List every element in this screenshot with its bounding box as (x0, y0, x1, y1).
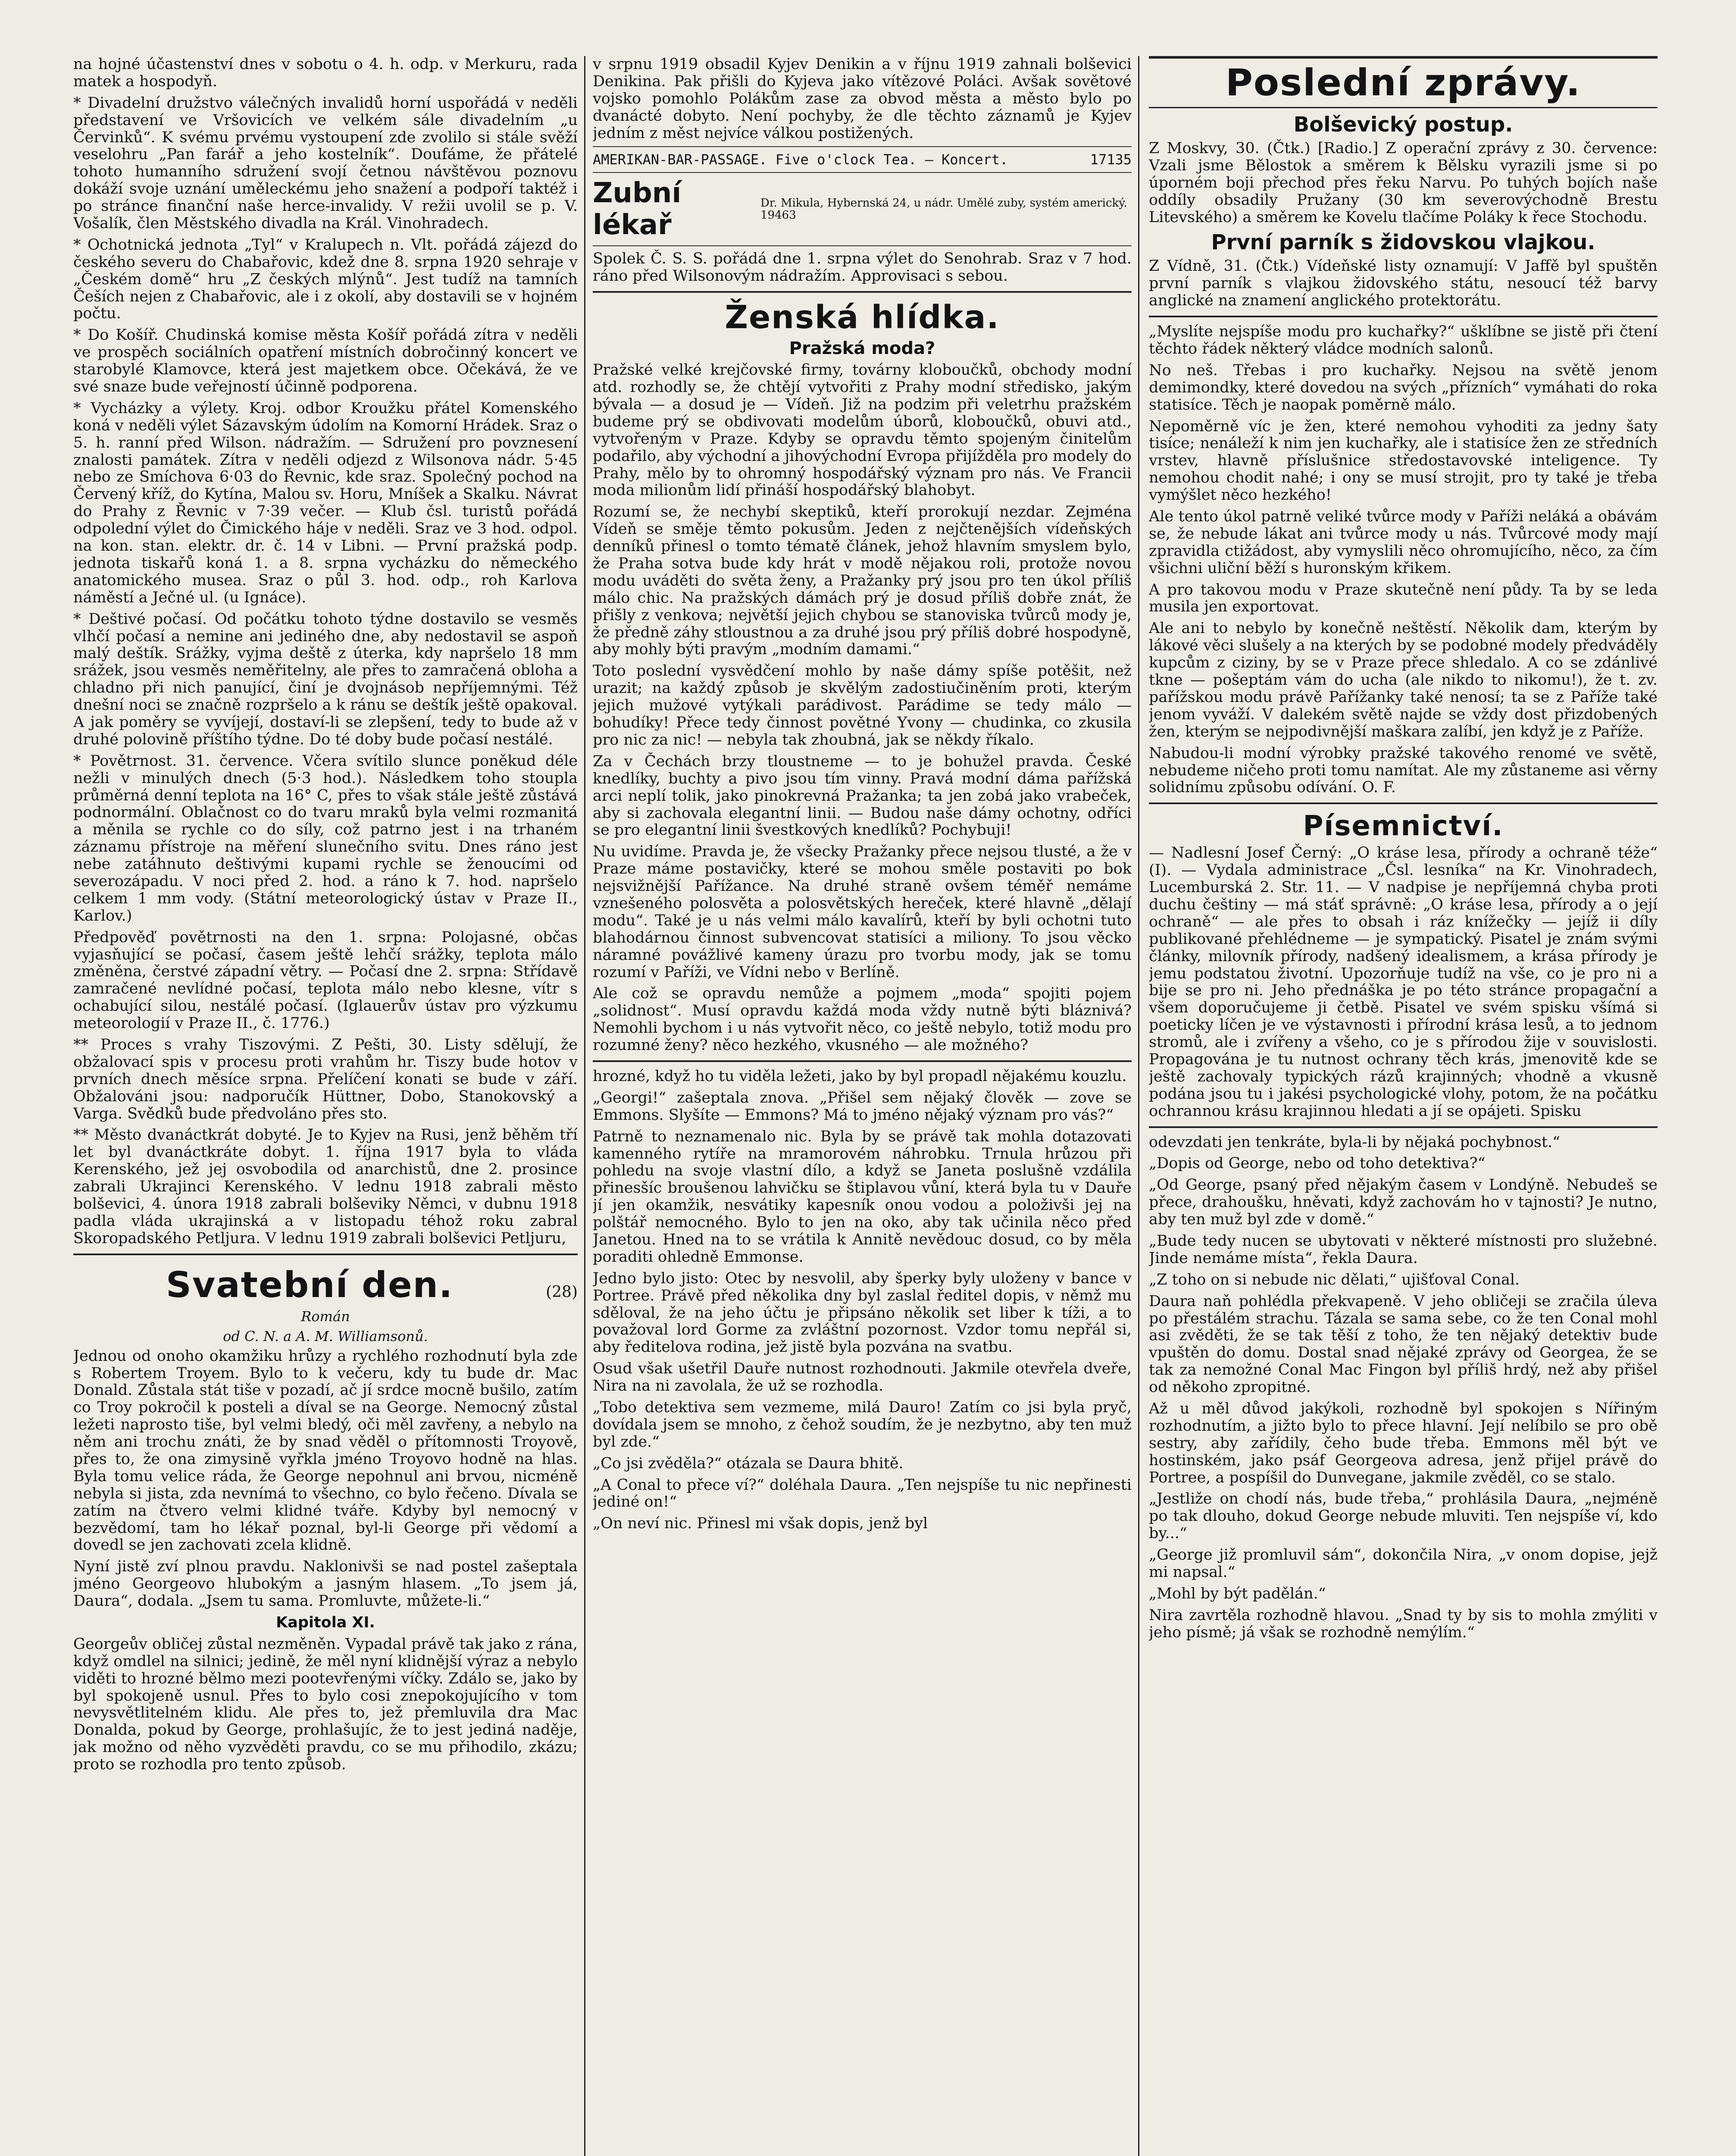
section-divider (1149, 316, 1658, 317)
serial-paragraph: Až u měl důvod jakýkoli, rozhodně byl spokojen s Nířiným rozhodnutím, a jižto bylo to přece hlavní. Její nelíbilo se pro obě sestry, aby zařídily, čeho bude třeba. Emmons měl být ve hostinském, jako psáf Georgeova adresa, jenž přijel právě do Portree, a pospíšil do Dunvegane, jakmile zvěděl, co se stalo. (1149, 1400, 1658, 1486)
article-paragraph: Toto poslední vysvědčení mohlo by naše dámy spíše potěšit, než urazit; na každý způsob je skvělým zadostiučiněním proti, kterým jejich mužové vytýkali parádivost. Parádime se tedy málo — bohudíky! Přece tedy činnost povětné Yvony — chudinka, co zkusila pro nic za nic! — nebyla tak zhoubná, jak se někdy říkalo. (593, 662, 1132, 749)
news-item: * Ochotnická jednota „Tyl“ v Kralupech n. Vlt. pořádá zájezd do českého severu do Chabařovic, kdež dne 8. srpna 1920 sehraje v „Českém domě“ hru „Z českých mlýnů“. Jest tudíž na tamních Češích nejen z Chabařovic, ale i z okolí, aby dostavili se v hojném počtu. (73, 236, 578, 323)
section-title: Ženská hlídka. (725, 299, 1000, 336)
divider (593, 245, 1132, 246)
advertisement-dentist (593, 177, 1132, 241)
serial-paragraph: „Od George, psaný před nějakým časem v Londýně. Nebudeš se přece, drahoušku, hněvati, když zachovám ho v tajnosti? Je nutno, aby ten muž byl zde v domě.“ (1149, 1176, 1658, 1228)
divider (593, 172, 1132, 173)
news-item: na hojné účastenství dnes v sobotu o 4. h. odp. v Merkuru, rada matek a hospodyň. (73, 56, 578, 90)
article-paragraph: A pro takovou modu v Praze skutečně není půdy. Ta by se leda musila jen exportovat. (1149, 581, 1658, 616)
article-paragraph: Nabudou-li modní výrobky pražské takového renomé ve světě, nebudeme ničeho proti tomu namítat. Ale my zůstaneme asi věrny solidnímu způsobu odívání. O. F. (1149, 744, 1658, 796)
article-paragraph: Nu uvidíme. Pravda je, že všecky Pražanky přece nejsou tlusté, a že v Praze máme postavičky, které se mohou směle postaviti po bok nejsvižnější Pařížance. Na druhé straně ovšem téměř nemáme vznešeného polosvěta a polosvětských hereček, které hlavně „dělají modu“. Také je u nás velmi málo kavalírů, kteří by byli ochotni tuto blahodárnou činnost subvencovat statisíci a miliony. To jsou věcko náramné povážlivé kameny úrazu pro tvorbu mody, jak se tomu rozumí v Paříži, ve Vídni nebo v Berlíně. (593, 843, 1132, 981)
article-paragraph: Ale tento úkol patrně veliké tvůrce mody v Paříži neláká a obávám se, že nebude lákat ani tvůrce mody u nás. Tvůrcové mody mají zpravidla ctižádost, aby vymyslili něco ohromujícího, něco, za čím všichni uliční běží s huronským křikem. (1149, 508, 1658, 577)
latest-news-header (1149, 56, 1658, 108)
serial-title: Svatební den. (166, 1264, 454, 1306)
news-text: Z Moskvy, 30. (Čtk.) [Radio.] Z operační zprávy z 30. července: Vzali jsme Bělostok a směrem k Bělsku vyrazili jsme si po úporném boji přechod přes řeku Narvu. Po tuhých bojích naše oddíly obsadily Pružany (30 km severovýchodně Brestu Litevského) a směrem ke Kovelu tlačíme Poláky k řece Stochodu. (1149, 140, 1658, 226)
news-item: Předpověď povětrnosti na den 1. srpna: Polojasné, občas vyjasňující se počasí, časem ještě lehčí srážky, teplota málo změněna, čerstvé západní větry. — Počasí dne 2. srpna: Střídavě zamračené nevlídné počasí, teplota málo nebo klesne, vítr s ochabující silou, nestálé počasí. (Iglauerův ústav pro výzkumu meteorologií v Praze II., č. 1776.) (73, 928, 578, 1032)
serial-authors: od C. N. a A. M. Williamsonů. (223, 1328, 428, 1344)
serial-paragraph: „Bude tedy nucen se ubytovati v některé místnosti pro služebné. Jinde nemáme místa“, řekla Daura. (1149, 1232, 1658, 1267)
news-item: * Deštivé počasí. Od počátku tohoto týdne dostavilo se vesměs vlhčí počasí a nemine ani jediného dne, aby nedostavil se aspoň malý deštík. Srážky, vyjma deště z úterka, kdy napršelo 18 mm srážek, jsou vesměs neměřitelny, ale přes to zamračená obloha a chladno při nich panující, činí je dvojnásob nepříjemnými. Též dnešní noci se značně rozpršelo a k ránu se deštík ještě opakoval. A jak poměry se vyvíjejí, dostaví-li se zlepšení, tedy to bude až v druhé polovině příštího týdne. Do té doby bude počasí nestálé. (73, 610, 578, 748)
chapter-heading: Kapitola XI. (276, 1614, 375, 1632)
news-headline: První parník s židovskou vlajkou. (1211, 230, 1595, 255)
serial-paragraph: Jedno bylo jisto: Otec by nesvolil, aby šperky byly uloženy v bance v Portree. Právě před několika dny byl zaslal ředitel dopis, v němž mu sděloval, že na jeho účtu je připsáno několik set liber k tíži, a to považoval lord Gorme za zvláštní pozornost. Vzdor tomu nepřál si, aby ředitelova rodina, jež jistě byla pozvána na svatbu. (593, 1269, 1132, 1356)
serial-paragraph: „On neví nic. Přinesl mi však dopis, jenž byl (593, 1515, 928, 1532)
column-1 (73, 56, 578, 1778)
article-paragraph: Pražské velké krejčovské firmy, továrny kloboučků, obchody modní atd. rozhodly se, že chtějí vytvořiti z Prahy modní středisko, jakým bývala — a dosud je — Vídeň. Již na podzim při veletrhu pražském budeme prý se obdivovati modelům úborů, kloboučků, obuvi atd., vytvořeným v Praze. Kdyby se opravdu těmto spojeným činitelům podařilo, aby východní a jihovýchodní Evropa přijížděla pro modely do Prahy, mělo by to ohromný hospodářský význam pro nás. Ve Francii moda milionům lidí přináší hospodářský blahobyt. (593, 361, 1132, 499)
section-divider (73, 1253, 578, 1255)
ad-bar-number: 17135 (1090, 151, 1132, 168)
news-item: * Do Košíř. Chudinská komise města Košíř pořádá zítra v neděli ve prospěch sociálních opatření místních dobročinný koncert ve starobylé Klamovce, která jest majetkem obce. Očekává, že ve své snaze bude veřejností účinně podporena. (73, 326, 578, 396)
serial-paragraph: „A Conal to přece ví?“ doléhala Daura. „Ten nejspíše tu nic nepřinesti jediné on!“ (593, 1476, 1132, 1511)
section-divider (593, 291, 1132, 293)
ad-dentist-text: Dr. Mikula, Hybernská 24, u nádr. Umělé zuby, systém americký. 19463 (760, 196, 1127, 222)
article-paragraph: Ale ani to nebylo by konečně neštěstí. Několik dam, kterým by lákové věci slušely a na kterých by se podobné modely předváděly kupcům z ciziny, by se v Praze přece shledalo. A co se zdánlivé tkne — pošeptám vám do ucha (ale nikdo to nikomu!), že t. zv. pařížskou modu právě Pařížanky také nenosí; ta se z Paříže také jenom vyváží. V dalekém světě najde se vždy dost přizdobených žen, kterým se nejpodivnější maškara zalíbí, jen když je z Paříže. (1149, 620, 1658, 740)
serial-paragraph: Daura naň pohlédla překvapeně. V jeho obličeji se zračila úleva po přestálém strachu. Tázala se sama sebe, co že ten Conal mohl asi zvěděti, že se tak těší z toho, že ten nějaký detektiv bude vpuštěn do domu. Dostal snad nějaké zprávy od Georgea, že se tak za nemožné Conal Mac Fingon byl příliš hrdý, než aby přišel od někoho zpropitné. (1149, 1292, 1658, 1396)
serial-paragraph: „Jestliže on chodí nás, bude třeba,“ prohlásila Daura, „nejméně po tak dlouho, dokud George nebude mluviti. Ten nejspíše ví, kdo by...“ (1149, 1490, 1658, 1542)
news-headline: Bolševický postup. (1293, 113, 1513, 137)
serial-paragraph: odevzdati jen tenkráte, byla-li by nějaká pochybnost.“ (1149, 1133, 1560, 1151)
news-continuation: v srpnu 1919 obsadil Kyjev Denikin a v říjnu 1919 zahnali bolševici Denikina. Pak přišli do Kyjeva jako vítězové Poláci. Avšak sovětové vojsko pomohlo Polákům zase za obvod města a město bylo po dvanácté dobyto. Není pochyby, že dle těchto záznamů je Kyjev jedním z měst nejvíce válkou postižených. (593, 56, 1132, 142)
serial-paragraph: „Dopis od George, nebo od toho detektiva?“ (1149, 1155, 1486, 1172)
ad-dentist-word: Zubní lékař (593, 177, 682, 241)
advertisement-bar (593, 151, 1132, 168)
serial-genre: Román (301, 1308, 350, 1325)
column-rule-1 (584, 56, 585, 2156)
book-review: — Nadlesní Josef Černý: „O kráse lesa, přírody a ochraně téže“ (I). — Vydala administrace „Čsl. lesníka“ na Kr. Vinohradech, Lucemburská 2. Str. 11. — V nadpise je nepříjemná chyba proti duchu češtiny — má stáť správně: „O kráse lesa, přírody a o její ochraně“ — ale přes to obsah i ráz knížečky — jejíž ii díly publikované přehlédneme — je sympatický. Pisatel je znám svými články, milovník přírody, nadšený idealismem, a krása přírody je jemu podstatou životní. Upozorňuje tudíž na vše, co je pro ni a bije se pro ni. Jeho přednáška je po této stránce propagační a všem doporučujeme ji četbě. Pisatel ve svém spisku všímá si poeticky líčen je ve výstavnosti i přírodní krása lesů, a to jednom stromů, ale i zvířeny a všeho, co je s přírodou žije v souvislosti. Propagována je tu nutnost ochrany těch krás, jmenovitě kde se ještě zachovaly typických rázů krajinných; vhodně a vkusně podána jsou tu i jakési psychologické vlohy, potom, že na počátku ochrannou krásu krajinnou hledati a jí se opájeti. Spisku (1149, 844, 1658, 1120)
serial-paragraph: „Tobo detektiva sem vezmeme, milá Dauro! Zatím co jsi byla pryč, dovídala jsem se mnoho, z čehož soudím, že je nezbytno, aby ten muž byl zde.“ (593, 1399, 1132, 1451)
section-title: Písemnictví. (1303, 810, 1504, 843)
article-paragraph: Rozumí se, že nechybí skeptiků, kteří prorokují nezdar. Zejména Vídeň se směje těmto pokusům. Jeden z nejčtenějších vídeňských denníků přinesl o tomto tématě článek, jehož hlavním smyslem bylo, že Praha sotva bude kdy hrát v modě nějakou roli, protože novou modu uváděti do světa ženy, a Pražanky prý jsou pro ten úkol příliš málo chic. Na pražských dámách prý je dosud příliš dobře znát, že přišly z venkova; největší jejich chybou se stanoviska tvůrců mody je, že předně záhy stloustnou a za druhé jsou prý příliš dobré hospodyně, aby mohly býti pravým „modním damami.“ (593, 503, 1132, 658)
news-item: * Povětrnost. 31. července. Včera svítilo slunce poněkud déle nežli v minulých dnech (5·3 hod.). Následkem toho stoupla průměrná denní teplota na 16° C, přes to však stále ještě zůstává podnormální. Oblačnost co do tvaru mraků byla velmi rozmanitá a měnila se rychle co do síly, což patrno jest i na trhaném záznamu přístroje na měření slunečního svitu. Dnes ráno jest nebe zatáhnuto deštivými kupami rychle se ženoucími od severozápadu. V noci před 2. hod. a ráno k 7. hod. napršelo celkem 1 mm vody. (Státní meteorologický ústav v Praze II., Karlov.) (73, 752, 578, 924)
latest-news-title: Poslední zprávy. (1225, 61, 1581, 104)
serial-paragraph: Osud však ušetřil Dauře nutnost rozhodnouti. Jakmile otevřela dveře, Nira na ni zavolala, že už se rozhodla. (593, 1360, 1132, 1395)
news-item: ** Proces s vrahy Tiszovými. Z Pešti, 30. Listy sdělují, že obžalovací spis v procesu proti vrahům hr. Tiszy bude hotov v prvních dnech měsíce srpna. Přelíčení konati se bude v září. Obžalováni jsou: nadporučík Hüttner, Dobo, Stanokovský a Varga. Svědků bude předvoláno přes sto. (73, 1036, 578, 1122)
article-paragraph: Nepoměrně víc je žen, které nemohou vyhoditi za jedny šaty tisíce; nenáleží k nim jen kuchařky, ale i statisíce žen ze středních vrstev, hlavně příslušnice středostavovské inteligence. Ty nemohou chodit nahé; i ony se musí strojit, pro ty také je třeba vymýšlet něco hezkého! (1149, 417, 1658, 504)
news-item: * Divadelní družstvo válečných invalidů horní uspořádá v neděli představení ve Vršovicích ve velkém sále divadelním „u Červinků“. K svému prvému vystoupení zde zvolilo si stále svěží veselohru „Pan farář a jeho kostelník“. Doufáme, že přátelé tohoto humanního sdružení svojí četnou návštěvou poznovu dokáží svoje uznání uměleckému jeho snažení a podpoří taktéž i po stránce finanční naše herce-invalidy. V režii uvolil se p. V. Vošalík, člen Městského divadla na Král. Vinohradech. (73, 94, 578, 232)
serial-header (73, 1261, 578, 1308)
ad-bar-text: AMERIKAN-BAR-PASSAGE. Five o'clock Tea. — Koncert. (593, 151, 1008, 168)
section-subtitle: Pražská moda? (789, 338, 935, 359)
news-item: ** Město dvanáctkrát dobyté. Je to Kyjev na Rusi, jenž běhěm tří let byl dvanáctkráte dobyt. 1. října 1917 byla to vláda Kerenského, jež jej osvobodila od anarchistů, dne 2. prosince zabrali Ukrajinci Kerenského. V lednu 1918 zabrali město bolševici, 4. února 1918 zabrali bolševiky Němci, v dubnu 1918 padla vláda ukrajinská a v listopadu téhož roku zabral Skoropadského Petljura. V lednu 1919 zabrali bolševici Petljuru, (73, 1126, 578, 1247)
serial-paragraph: hrozné, když ho tu viděla ležeti, jako by byl propadl nějakému kouzlu. (593, 1067, 1127, 1085)
serial-paragraph: Nyní jistě zví plnou pravdu. Naklonivši se nad postel zašeptala jméno Georgeovo hlubokým a jasným hlasem. „To jsem já, Daura“, dodala. „Jsem tu sama. Promluvte, můžete-li.“ (73, 1558, 578, 1610)
section-divider (1149, 1126, 1658, 1128)
serial-paragraph: Jednou od onoho okamžiku hrůzy a rychlého rozhodnutí byla zde s Robertem Troyem. Bylo to k večeru, kdy tu bude dr. Mac Donald. Zůstala stát tiše v pozadí, ač jí srdce mocně bušilo, zatím co Troy pokročil k posteli a díval se na George. Nemocný zůstal ležeti naprosto tiše, byl velmi bledý, oči měl zavřeny, a nebylo na něm ani trochu znáti, že by snad věděl o přítomnosti Troyově, přes to, že ona zimysině vyřkla jméno Troyovo hodně na hlas. Byla tomu velice ráda, že George nepohnul ani brvou, nicméně nebyla si jista, zda nevnímá to všechno, co bylo řečeno. Dívala se zatím na čtvero velmi klidné tváře. Kdyby byl nemocný v bezvědomí, tam ho lékař poznal, byl-li George při vědomí a dovedl se jen zachovati zcela klidně. (73, 1347, 578, 1554)
article-paragraph: Ale což se opravdu nemůže a pojmem „moda“ spojiti pojem „solidnost“. Musí opravdu každá moda vždy nutně býti bláznivá? Nemohli bychom i u nás vytvořit něco, co ještě nebylo, totiž modu pro rozumné ženy? něco hezkého, vkusného — ale možného? (593, 985, 1132, 1054)
news-item: * Vycházky a výlety. Kroj. odbor Kroužku přátel Komenského koná v neděli výlet Sázavským údolím na Komorní Hrádek. Sraz o 5. h. ranní před Wilson. nádražím. — Sdružení pro povznesení znalosti památek. Zítra v neděli odjezd z Wilsonova nádr. 5·45 nebo ze Smíchova 6·03 do Řevnic, kde sraz. Společný pochod na Červený kříž, do Kytína, Malou sv. Horu, Mníšek a Skalku. Návrat do Prahy z Řevnic v 7·39 večer. — Klub čsl. turistů pořádá odpolední výlet do Čimického háje v neděli. Sraz ve 3 hod. odpol. na kon. stan. elektr. dr. č. 14 v Libni. — První pražská podp. jednota tiskařů koná 1. a 8. srpna vycházku do německého anatomického musea. Sraz o půl 3. hod. odp., roh Karlova náměstí a Ječné ul. (u Ignáce). (73, 399, 578, 606)
article-paragraph: „Myslíte nejspíše modu pro kuchařky?“ ušklíbne se jistě při čtení těchto řádek některý vládce modních salonů. (1149, 323, 1658, 358)
serial-paragraph: „George již promluvil sám“, dokončila Nira, „v onom dopise, jejž mi napsal.“ (1149, 1546, 1658, 1581)
column-rule-2 (1138, 56, 1139, 2156)
section-divider (1149, 802, 1658, 804)
serial-paragraph: „Z toho on si nebude nic dělati,“ ujišťoval Conal. (1149, 1271, 1520, 1288)
serial-paragraph: Georgeův obličej zůstal nezměněn. Vypadal právě tak jako z rána, když omdlel na silnici; jedině, že měl nyní klidnější výraz a nebylo viděti to hrozné bělmo mezi pootevřenými víčky. Zdálo se, jako by byl spokojeně usnul. Přes to bylo cosi znepokojujícího v tom nevysvětlitelném klidu. Ale přes to, jež přemluvila dra Mac Donalda, pokud by George, prohlašujíc, že to jest jediná naděje, jak možno od něho vyzvěděti pravdu, co se mu přihodilo, zkázu; proto se rozhodla pro tento způsob. (73, 1635, 578, 1774)
serial-paragraph: Nira zavrtěla rozhodně hlavou. „Snad ty by sis to mohla zmýliti v jeho písmě; já však se rozhodně nemýlím.“ (1149, 1606, 1658, 1641)
section-divider (593, 1060, 1132, 1062)
divider (593, 146, 1132, 147)
serial-paragraph: „Co jsi zvěděla?“ otázala se Daura bhitě. (593, 1454, 904, 1472)
serial-number: (28) (546, 1283, 578, 1301)
serial-paragraph: „Georgi!“ zašeptala znova. „Přišel sem nějaký člověk — zove se Emmons. Slyšíte — Emmons? Má to jméno nějaký význam pro vás?“ (593, 1089, 1132, 1124)
news-text: Z Vídně, 31. (Čtk.) Vídeňské listy oznamují: V Jaffě byl spuštěn první parník s vlajkou židovského státu, nesoucí též barvy anglické na znamení anglického protektorátu. (1149, 257, 1658, 310)
club-notice: Spolek Č. S. S. pořádá dne 1. srpna výlet do Senohrab. Sraz v 7 hod. ráno před Wilsonovým nádražím. Approvisaci s sebou. (593, 250, 1132, 285)
column-3 (1149, 56, 1658, 1646)
column-2 (593, 56, 1132, 1537)
serial-paragraph: Patrně to neznamenalo nic. Byla by se právě tak mohla dotazovati kamenného rytíře na mramorovém náhrobku. Trnula hrůzou při pohledu na svoje vlastní dílo, a když se Janeta poslušně vzdálila přinesšíc broušenou lahvičku se štiplavou vůní, která byla tu v Dauře jí jen okamžik, nesvátiky kapesník onou vodou a položivši jej na polštář nemocného. Bylo to jen na oko, aby tak učinila něco před Janetou. Hned na to se vrátila k Annitě nevědouc dosud, co by měla poraditi ohledně Emmonse. (593, 1128, 1132, 1266)
article-paragraph: Za v Čechách brzy tloustneme — to je bohužel pravda. České knedlíky, buchty a pivo jsou tím vinny. Pravá modní dáma pařížská arci neplí tolik, jako pinokrevná Pražanka; ta jen zobá jako vrabeček, aby si zachovala elegantní linii. — Budou naše dámy ochotny, odříci se pro elegantní linii švestkových knedlíků? Pochybuji! (593, 752, 1132, 839)
article-paragraph: No neš. Třebas i pro kuchařky. Nejsou na světě jenom demimondky, které dovedou na svých „přízních“ vymáhati do roka statisíce. Těch je naopak poměrně málo. (1149, 361, 1658, 414)
serial-paragraph: „Mohl by být padělán.“ (1149, 1585, 1326, 1602)
